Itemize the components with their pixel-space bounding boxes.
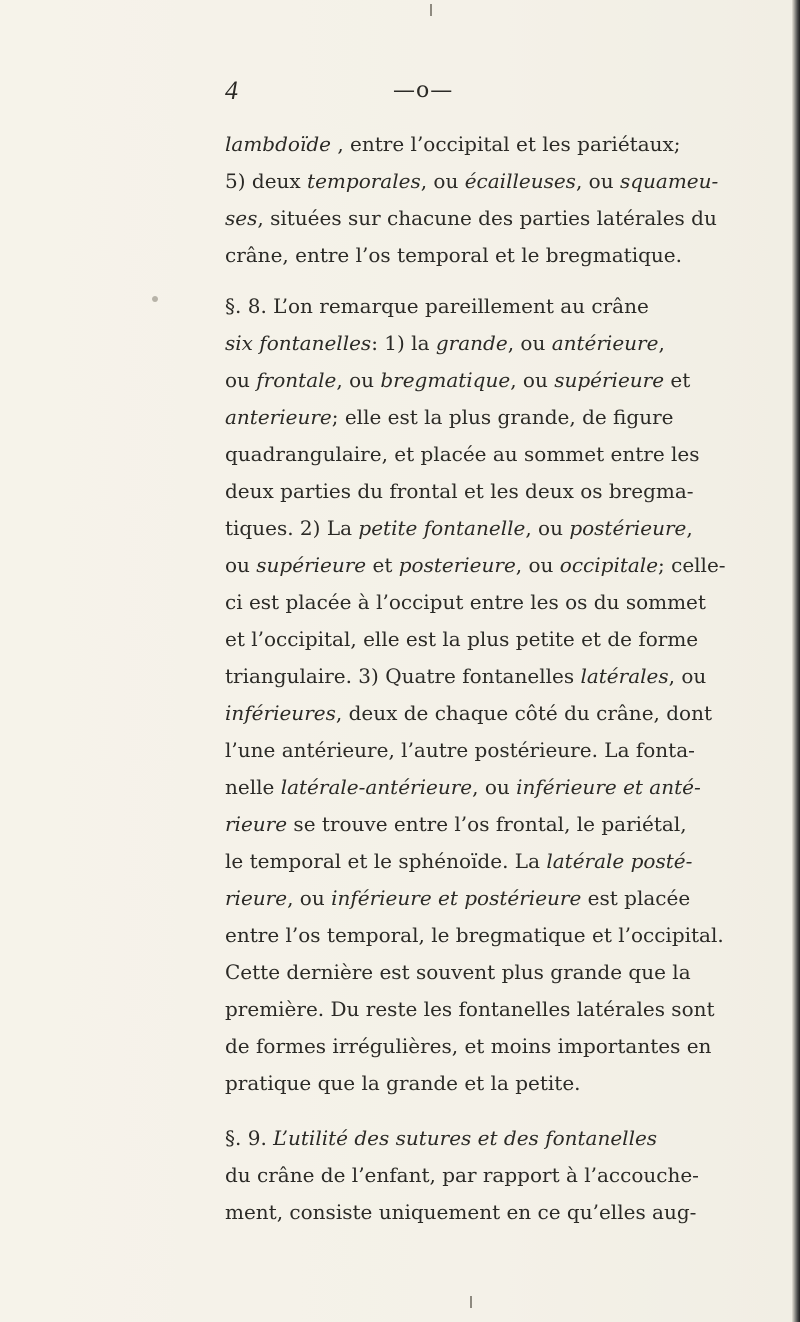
text-run: tiques. 2) La — [225, 516, 359, 540]
text-line — [225, 1194, 780, 1231]
text-run: , ou — [515, 553, 560, 577]
italic-text: inférieures — [225, 701, 336, 725]
text-run: : 1) la — [371, 331, 436, 355]
text-run: ci est placée à l’occiput entre les os du sommet — [225, 590, 706, 614]
text-line — [225, 991, 780, 1028]
text-line — [225, 473, 780, 510]
italic-text: posterieure — [398, 553, 516, 577]
italic-text: inférieure et postérieure — [331, 886, 582, 910]
text-run: 5) deux — [225, 169, 308, 193]
italic-text: six fontanelles — [225, 331, 372, 355]
italic-text: supérieure — [554, 368, 665, 392]
text-run: , ou — [507, 331, 552, 355]
text-line — [225, 200, 780, 237]
text-run: entre l’os temporal, le bregmatique et l’occipital. — [225, 923, 724, 947]
text-line — [225, 436, 780, 473]
text-line — [225, 621, 780, 658]
text-line — [225, 288, 780, 325]
italic-text: supérieure — [256, 553, 367, 577]
text-run: , ou — [420, 169, 465, 193]
italic-text: ses — [225, 206, 258, 230]
text-run: , — [686, 516, 693, 540]
text-run: , ou — [575, 169, 620, 193]
text-line — [225, 237, 780, 274]
text-run: ; celle- — [658, 553, 726, 577]
header-ornament: —o— — [393, 78, 454, 103]
text-run: est placée — [581, 886, 691, 910]
italic-text: rieure — [225, 812, 288, 836]
page-edge-shadow — [792, 0, 800, 1322]
text-line — [225, 843, 780, 880]
text-run: pratique que la grande et la petite. — [225, 1071, 581, 1095]
text-run: deux parties du frontal et les deux os bregma- — [225, 479, 694, 503]
italic-text: frontale — [256, 368, 337, 392]
text-run: , situées sur chacune des parties latérales du — [257, 206, 717, 230]
italic-text: squameu- — [619, 169, 719, 193]
text-run: , ou — [668, 664, 707, 688]
text-run: §. 8. L’on remarque pareillement au crâne — [225, 294, 649, 318]
italic-text: postérieure — [569, 516, 687, 540]
text-run: première. Du reste les fontanelles latérales sont — [225, 997, 715, 1021]
italic-text: écailleuses — [464, 169, 576, 193]
text-run: du crâne de l’enfant, par rapport à l’accouche- — [225, 1163, 699, 1187]
italic-text: bregmatique — [380, 368, 511, 392]
text-run: crâne, entre l’os temporal et le bregmatique. — [225, 243, 682, 267]
text-run: , entre l’occipital et les pariétaux; — [330, 132, 681, 156]
italic-text: lambdoïde — [225, 132, 331, 156]
text-run: le temporal et le sphénoïde. La — [225, 849, 547, 873]
text-run: ou — [225, 553, 257, 577]
paper-mark — [470, 1296, 472, 1308]
page-number: 4 — [225, 76, 238, 105]
text-run: l’une antérieure, l’autre postérieure. La fonta- — [225, 738, 695, 762]
text-run: et l’occipital, elle est la plus petite et de forme — [225, 627, 699, 651]
text-line — [225, 584, 780, 621]
text-run: , ou — [336, 368, 381, 392]
text-run: quadrangulaire, et placée au sommet entre les — [225, 442, 700, 466]
text-run: , ou — [287, 886, 332, 910]
italic-text: antérieure — [551, 331, 659, 355]
text-run: ment, consiste uniquement en ce qu’elles aug- — [225, 1200, 697, 1224]
italic-text: temporales — [307, 169, 421, 193]
italic-text: petite fontanelle — [358, 516, 526, 540]
text-line — [225, 769, 780, 806]
paper-mark — [430, 4, 432, 16]
text-line — [225, 163, 780, 200]
italic-text: latérales — [580, 664, 669, 688]
text-line — [225, 325, 780, 362]
italic-text: latérale posté- — [546, 849, 693, 873]
text-run: se trouve entre l’os frontal, le pariétal, — [287, 812, 687, 836]
text-line — [225, 510, 780, 547]
italic-text: L’utilité des sutures et des fontanelles — [273, 1126, 658, 1150]
text-line — [225, 1028, 780, 1065]
text-run: et — [664, 368, 691, 392]
text-line — [225, 806, 780, 843]
text-run: , ou — [472, 775, 517, 799]
text-line — [225, 126, 780, 163]
text-run: , — [658, 331, 665, 355]
text-line — [225, 1120, 780, 1157]
text-run: , ou — [525, 516, 570, 540]
text-run: , ou — [510, 368, 555, 392]
text-line — [225, 917, 780, 954]
text-run: et — [366, 553, 399, 577]
paper-speck — [152, 296, 158, 302]
text-run: §. 9. — [225, 1126, 274, 1150]
text-run: triangulaire. 3) Quatre fontanelles — [225, 664, 581, 688]
text-run: ; elle est la plus grande, de figure — [331, 405, 674, 429]
text-line — [225, 547, 780, 584]
italic-text: occipitale — [559, 553, 659, 577]
italic-text: grande — [435, 331, 508, 355]
text-line — [225, 1065, 780, 1102]
text-run: de formes irrégulières, et moins importantes en — [225, 1034, 712, 1058]
italic-text: inférieure et anté- — [516, 775, 701, 799]
italic-text: latérale-antérieure — [280, 775, 473, 799]
text-line — [225, 880, 780, 917]
text-run: Cette dernière est souvent plus grande que la — [225, 960, 691, 984]
text-line — [225, 1157, 780, 1194]
text-run: nelle — [225, 775, 281, 799]
text-line — [225, 399, 780, 436]
text-line — [225, 695, 780, 732]
text-line — [225, 954, 780, 991]
page-header — [225, 76, 525, 116]
text-run: ou — [225, 368, 257, 392]
text-run: , deux de chaque côté du crâne, dont — [335, 701, 713, 725]
italic-text: anterieure — [225, 405, 332, 429]
text-line — [225, 732, 780, 769]
text-line — [225, 658, 780, 695]
text-line — [225, 362, 780, 399]
body-text — [225, 126, 780, 1231]
italic-text: rieure — [225, 886, 288, 910]
